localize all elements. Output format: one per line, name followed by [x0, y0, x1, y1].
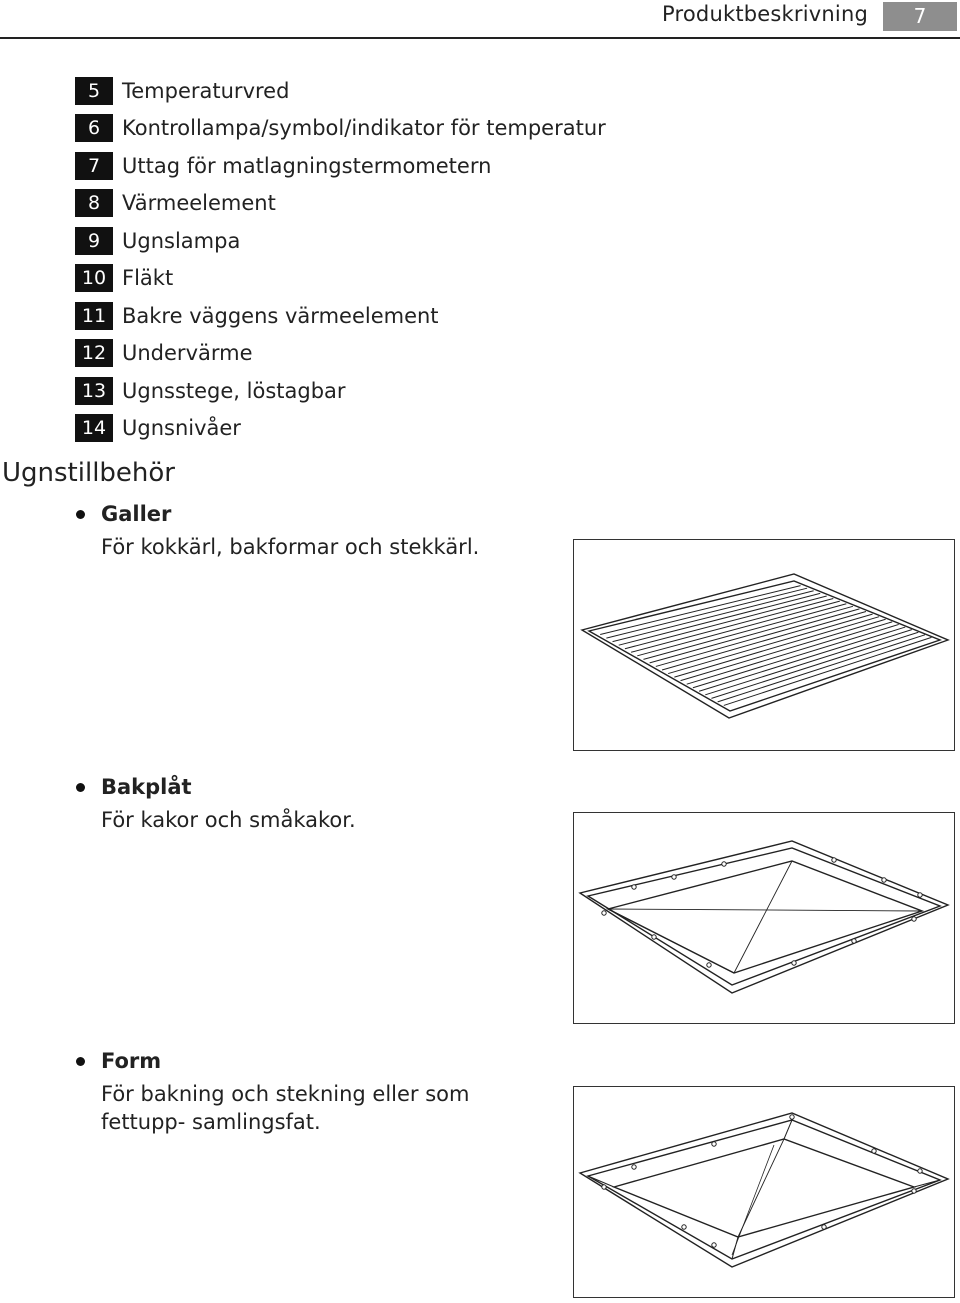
list-item	[75, 372, 606, 410]
roasting-pan-illustration	[573, 1086, 955, 1298]
page-number: 7	[883, 2, 957, 31]
bullet-icon	[76, 783, 85, 792]
bullet-icon	[76, 510, 85, 519]
accessory-title	[76, 1046, 541, 1076]
item-label: Undervärme	[122, 341, 253, 366]
accessory-galler	[76, 499, 541, 561]
rack-bar	[600, 586, 800, 635]
baking-tray-illustration	[573, 812, 955, 1024]
accessory-title-text: Bakplåt	[101, 775, 192, 799]
accessory-title-text: Galler	[101, 502, 172, 526]
list-item	[75, 410, 606, 448]
list-item	[75, 335, 606, 373]
item-number: 8	[75, 189, 113, 217]
item-number: 9	[75, 227, 113, 255]
item-number: 12	[75, 339, 113, 367]
list-item	[75, 110, 606, 148]
item-label: Bakre väggens värmeelement	[122, 303, 439, 328]
item-number: 11	[75, 302, 113, 330]
list-item	[75, 147, 606, 185]
item-label: Värmeelement	[122, 191, 276, 216]
item-label: Ugnsnivåer	[122, 416, 241, 441]
list-item	[75, 297, 606, 335]
oven-rack-icon	[574, 540, 953, 749]
component-list	[75, 72, 606, 447]
rack-bar	[674, 617, 879, 677]
accessory-title-text: Form	[101, 1049, 162, 1073]
item-label: Ugnslampa	[122, 228, 241, 253]
item-number: 6	[75, 114, 113, 142]
item-label: Ugnsstege, löstagbar	[122, 378, 346, 403]
accessory-description: För kokkärl, bakformar och stekkärl.	[101, 535, 480, 559]
list-item	[75, 72, 606, 110]
accessory-title	[76, 772, 541, 802]
item-number: 5	[75, 77, 113, 105]
rack-bar	[681, 619, 886, 680]
roasting-pan-icon	[574, 1087, 953, 1296]
accessory-description: För kakor och småkakor.	[101, 808, 356, 832]
item-number: 13	[75, 377, 113, 405]
item-number: 14	[75, 414, 113, 442]
list-item	[75, 222, 606, 260]
bullet-icon	[76, 1057, 85, 1066]
accessory-title	[76, 499, 541, 529]
accessory-form	[76, 1046, 541, 1136]
item-label: Uttag för matlagningstermometern	[122, 153, 492, 178]
list-item	[75, 260, 606, 298]
baking-tray-icon	[574, 813, 953, 1022]
rack-bar	[693, 624, 899, 687]
accessory-bakplat	[76, 772, 541, 834]
oven-rack-illustration	[573, 539, 955, 751]
item-number: 7	[75, 152, 113, 180]
list-item	[75, 185, 606, 223]
item-number: 10	[75, 264, 113, 292]
accessory-description: För bakning och stekning eller som fettupp- samlingsfat.	[101, 1082, 470, 1134]
section-title: Produktbeskrivning	[662, 2, 868, 26]
rack-bar	[687, 622, 892, 684]
rack-bar	[699, 627, 905, 691]
page-header	[0, 0, 960, 39]
item-label: Fläkt	[122, 266, 174, 291]
item-label: Temperaturvred	[122, 78, 290, 103]
accessories-heading: Ugnstillbehör	[2, 458, 175, 488]
rack-bar	[724, 637, 932, 705]
item-label: Kontrollampa/symbol/indikator för temperatur	[122, 116, 606, 141]
